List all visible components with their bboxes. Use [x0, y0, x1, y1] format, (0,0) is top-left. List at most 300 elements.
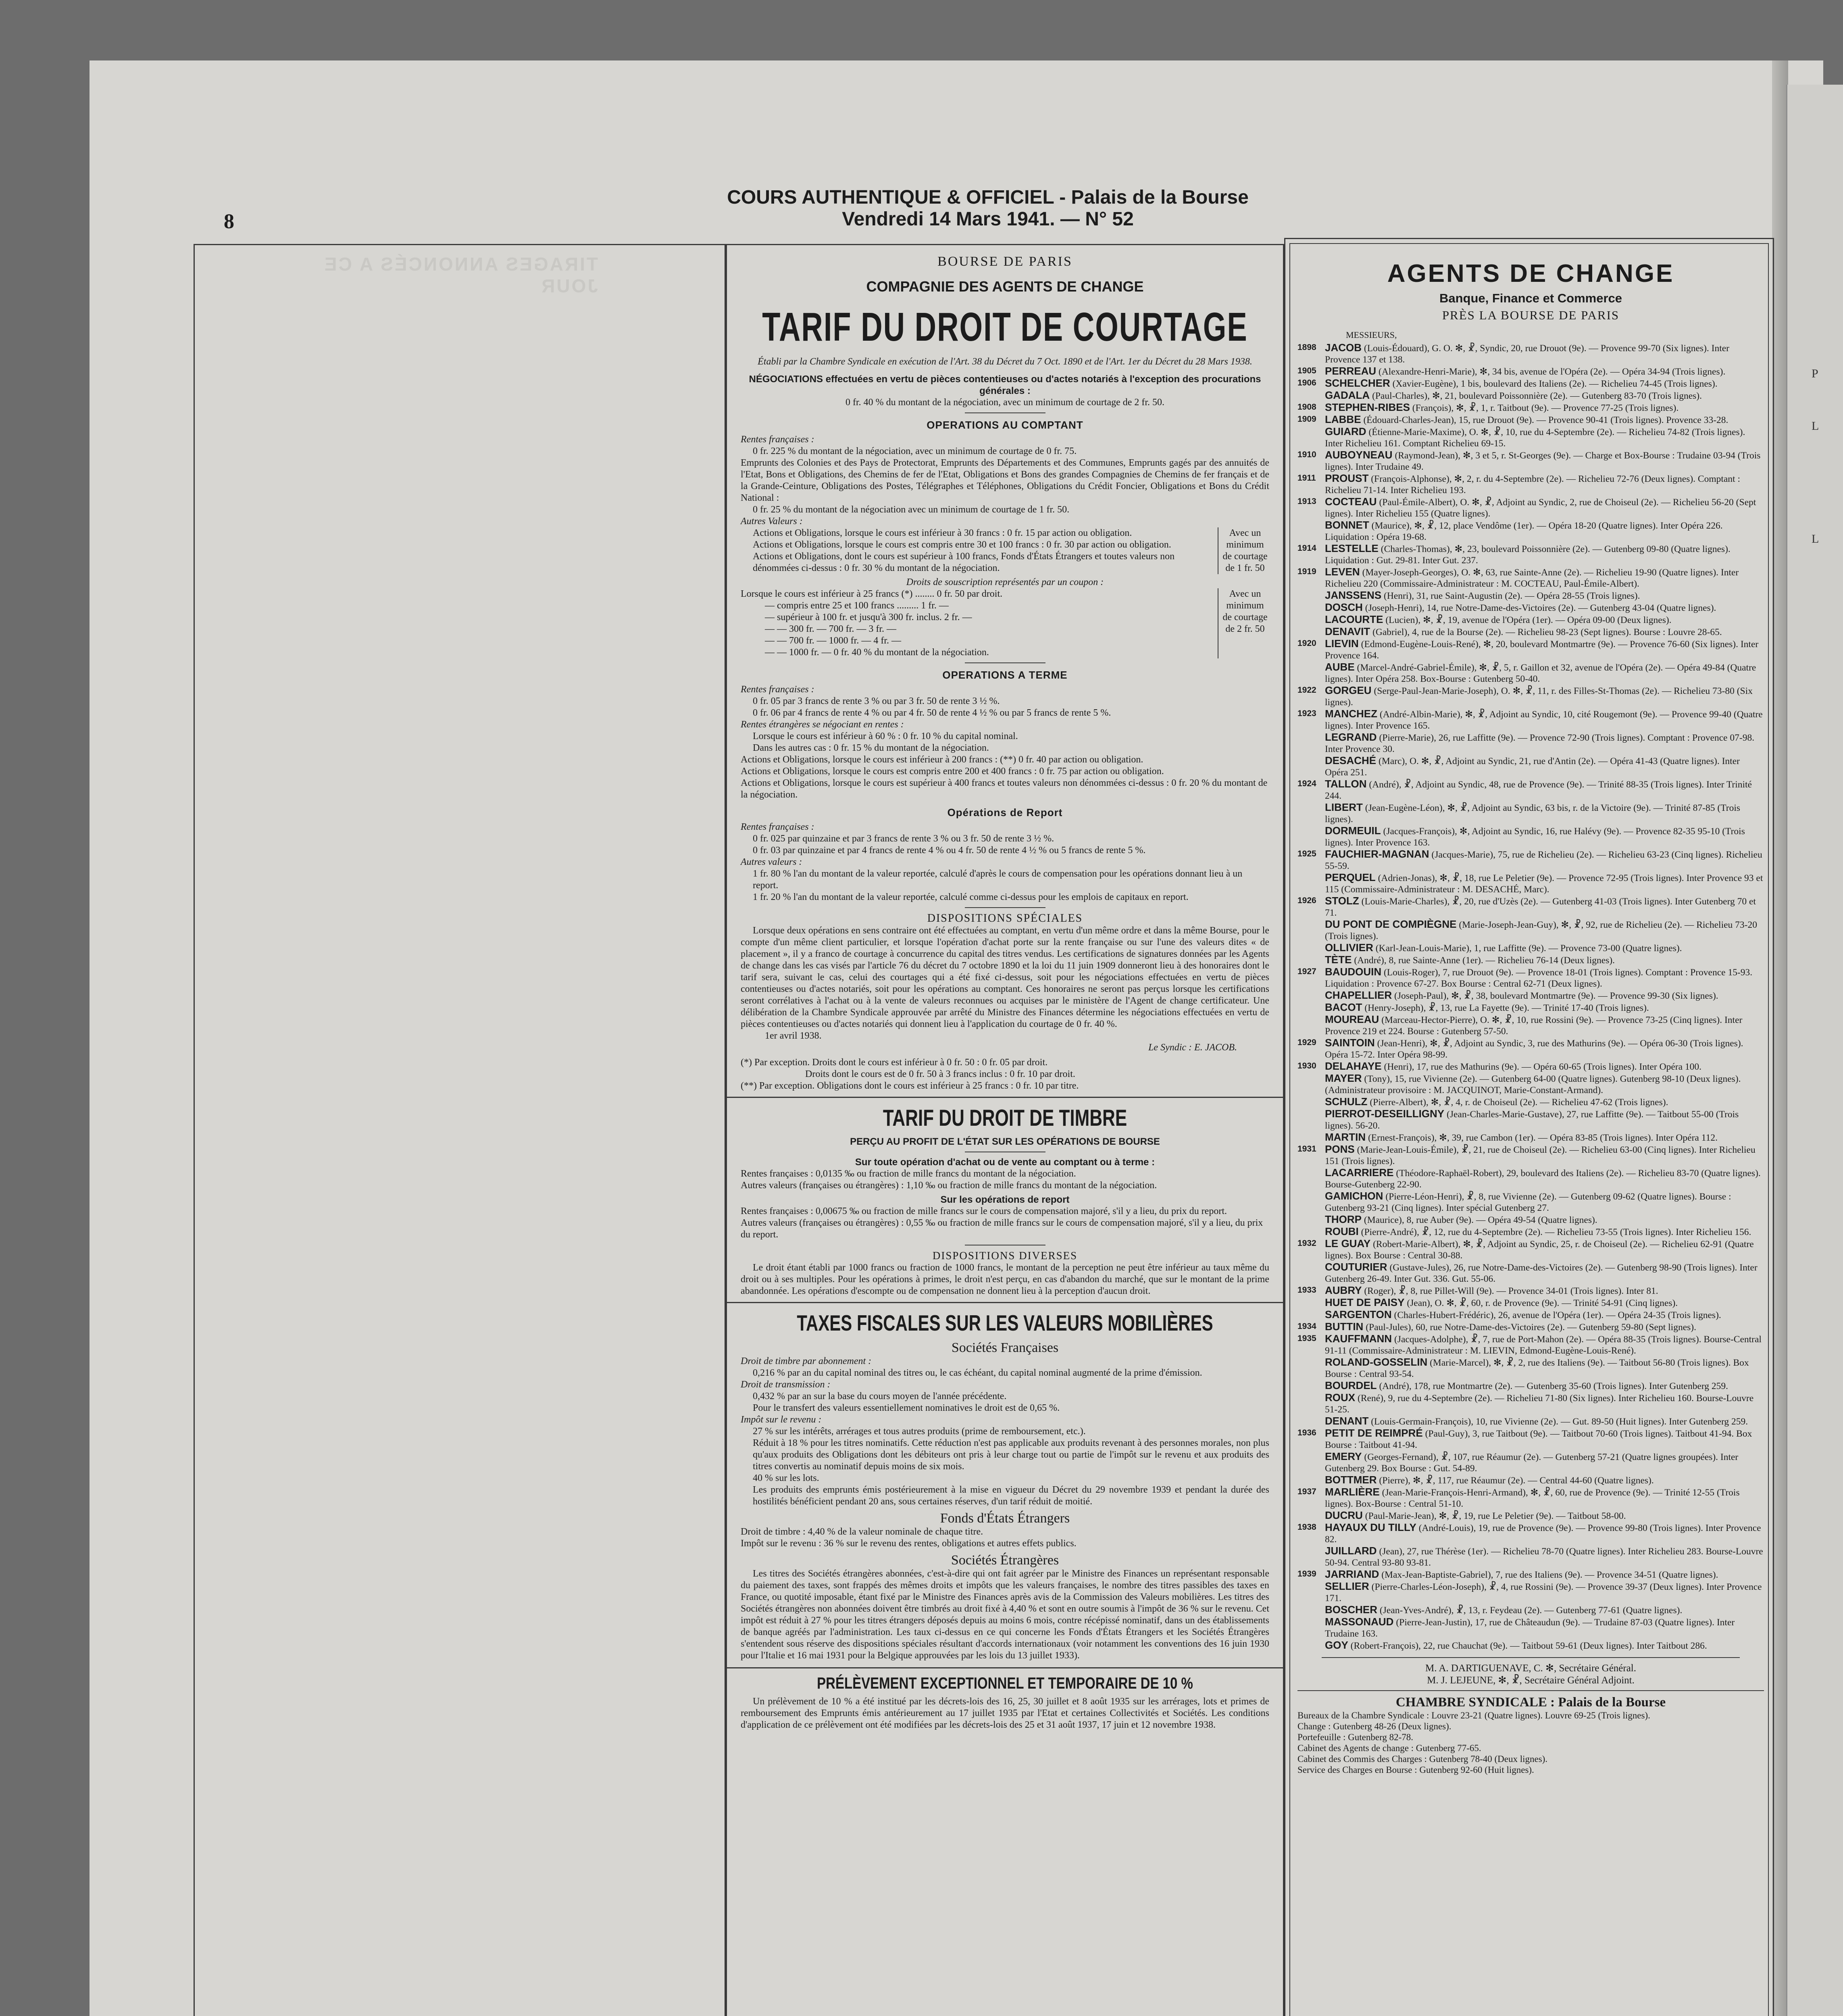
agent-name: GAMICHON — [1325, 1190, 1383, 1202]
agent-year: 1925 — [1297, 849, 1316, 858]
agent-details: (Paul-Jules), 60, rue Notre-Dame-des-Victoires (2e). — Gutenberg 59-80 (Sept lignes). — [1366, 1322, 1696, 1333]
tax-line: 0,432 % par an sur la base du cours moyen de l'année précédente. — [753, 1391, 1007, 1402]
agent-name: SCHELCHER — [1325, 377, 1390, 389]
agent-year: 1913 — [1297, 497, 1316, 506]
agent-year: 1932 — [1297, 1239, 1316, 1248]
agent-name: BOSCHER — [1325, 1604, 1378, 1616]
chambre-line: Bureaux de la Chambre Syndicale : Louvre 23-21 (Quatre lignes). Louvre 69-25 (Trois lignes). — [1297, 1710, 1650, 1720]
report-text — [741, 821, 1269, 903]
agent-name: DOSCH — [1325, 601, 1363, 613]
agent-details: (Pierre-Marie), 26, rue Laffitte (9e). — Provence 72-90 (Trois lignes). Comptant : Provence 07-98. Inter Provence 30. — [1325, 733, 1755, 754]
report-line: 0 fr. 025 par quinzaine et par 3 francs de rente 3 % ou 3 fr. 50 de rente 3 ½ %. — [753, 833, 1054, 844]
etrangeres-text: Les titres des Sociétés étrangères abonnées, c'est-à-dire qui ont fait agréer par le Ministre des Finances un représentant responsable du paiement des taxes, sont frappés des mêmes droits et impôts que les valeurs françaises, le nombre des titres passibles des taxes en France, ou quotité imposable, étant fixé par le Ministre des Finances après avis de la Commission des Valeurs mobilières. Les titres des Sociétés étrangères non abonnées doivent être timbrés au droit fixé à 4,40 % et sont en outre soumis à l'impôt de 36 % sur le revenu. Cet impôt est réduit à 27 % pour les titres étrangers déposés depuis au moins 6 mois, contre récépissé nominatif, dans un des établissements de banque agréés par l'administration. Les taux ci-dessus en ce qui concerne les Fonds d'États Étrangers et les Sociétés Étrangères s'entendent sous réserve des dispositions spéciales résultant d'accords internationaux (voir notamment les conventions des 16 juin 1930 pour l'Italie et 16 mai 1931 pour la Belgique approuvées par les lois du 13 juillet 1933). — [741, 1568, 1269, 1661]
agent-details: (André), ☧, Adjoint au Syndic, 48, rue de Provence (9e). — Trinité 88-35 (Trois lignes). Inter Trinité 244. — [1325, 779, 1752, 801]
agent-name: COUTURIER — [1325, 1261, 1387, 1273]
agent-details: (Tony), 15, rue Vivienne (2e). — Gutenberg 64-00 (Quatre lignes). Gutenberg 98-10 (Deux lignes). (Administrateur provisoire : M. JACQUINOT, Marie-Constant-Armand). — [1325, 1074, 1741, 1095]
agent-details: (Henri), 31, rue Saint-Augustin (2e). — Opéra 28-55 (Trois lignes). — [1384, 591, 1640, 601]
agent-entry — [1297, 1427, 1764, 1451]
tax-line: Impôt sur le revenu : 36 % sur le revenu des rentes, obligations et autres effets publics. — [741, 1538, 1077, 1549]
middle-column — [726, 244, 1284, 2016]
agent-details: (Edmond-Eugène-Louis-René), ✻, 20, boulevard Montmartre (9e). — Provence 76-60 (Six lignes). Inter Provence 164. — [1325, 639, 1759, 661]
agent-entry — [1297, 872, 1764, 895]
souscription-line: — compris entre 25 et 100 francs ......... 1 fr. — — [765, 600, 949, 611]
francaises-text — [741, 1356, 1269, 1508]
agent-details: (Ernest-François), ✻, 39, rue Cambon (1er). — Opéra 83-85 (Trois lignes). Inter Opéra 112. — [1368, 1133, 1718, 1143]
agent-details: (Georges-Fernand), ☧, 107, rue Réaumur (2e). — Gutenberg 57-21 (Quatre lignes groupées). Inter Gutenberg 29. Box Bourse : Gut. 54-89. — [1325, 1452, 1739, 1474]
tarif-syndic: Le Syndic : E. JACOB. — [1148, 1042, 1237, 1053]
agent-name: SELLIER — [1325, 1580, 1369, 1592]
agent-entry — [1297, 731, 1764, 755]
divider — [965, 662, 1045, 663]
agent-name: ROLAND-GOSSELIN — [1325, 1356, 1428, 1368]
comptant-line: Rentes françaises : — [741, 434, 814, 445]
agent-details: (Marc), O. ✻, ☧, Adjoint au Syndic, 21, rue d'Antin (2e). — Opéra 41-43 (Quatre lignes). Inter Opéra 251. — [1325, 756, 1740, 778]
agent-name: HAYAUX DU TILLY — [1325, 1521, 1416, 1533]
souscription-table — [741, 588, 1269, 658]
chambre-contacts — [1297, 1710, 1764, 1775]
report-line: 1 fr. 80 % l'an du montant de la valeur reportée, calculé d'après le cours de compensation pour les opérations donnant lieu à un report. — [753, 868, 1243, 891]
agent-name: DESACHÉ — [1325, 754, 1377, 766]
secretaire-general: M. A. DARTIGUENAVE, C. ✻, Secrétaire Général. — [1425, 1663, 1637, 1674]
timbre-line: Autres valeurs (françaises ou étrangères) : 0,55 ‰ ou fraction de mille francs sur le cours de compensation majoré, s'il y a lieu, du prix du report. — [741, 1218, 1263, 1240]
agent-details: (Raymond-Jean), ✻, 3 et 5, r. St-Georges (9e). — Charge et Box-Bourse : Trudaine 03-94 (Trois lignes). Inter Trudaine 49. — [1325, 450, 1761, 472]
agent-name: TÈTE — [1325, 954, 1352, 966]
comptant-line: Autres Valeurs : — [741, 516, 803, 527]
agent-details: (Édouard-Charles-Jean), 15, rue Drouot (9e). — Provence 90-41 (Trois lignes). Provence 33-28. — [1363, 415, 1728, 425]
agent-entry — [1297, 1131, 1764, 1143]
agent-year: 1929 — [1297, 1038, 1316, 1047]
agent-entry — [1297, 1285, 1764, 1297]
agent-details: (Max-Jean-Baptiste-Gabriel), 7, rue des Italiens (9e). — Provence 34-51 (Quatre lignes). — [1381, 1570, 1718, 1580]
agent-entry — [1297, 1451, 1764, 1474]
terme-text — [741, 684, 1269, 801]
comptant-line: Actions et Obligations, lorsque le cours est compris entre 30 et 100 francs : 0 fr. 30 par action ou obligation. — [753, 539, 1171, 550]
agent-name: AUBE — [1325, 661, 1355, 673]
agent-entry — [1297, 1474, 1764, 1486]
agent-details: (Pierre-Albert), ✻, ☧, 4, r. de Choiseul (2e). — Richelieu 47-62 (Trois lignes). — [1370, 1097, 1668, 1108]
agent-name: SCHULZ — [1325, 1095, 1368, 1108]
agent-entry — [1297, 626, 1764, 638]
agent-year: 1914 — [1297, 544, 1316, 553]
agent-year: 1924 — [1297, 779, 1316, 788]
agent-details: (Gabriel), 4, rue de la Bourse (2e). — Richelieu 98-23 (Sept lignes). Bourse : Louvre 28-65. — [1372, 627, 1722, 637]
agent-name: OLLIVIER — [1325, 941, 1373, 954]
souscription-line: Lorsque le cours est inférieur à 25 francs (*) ........ 0 fr. 50 par droit. — [741, 589, 1003, 599]
agent-entry — [1297, 1568, 1764, 1581]
agent-details: (Jean-Henri), ✻, ☧, Adjoint au Syndic, 3, rue des Mathurins (9e). — Opéra 06-30 (Trois lignes). Opéra 15-72. Inter Opéra 98-99. — [1325, 1038, 1743, 1060]
agent-details: (Gustave-Jules), 26, rue Notre-Dame-des-Victoires (2e). — Gutenberg 98-90 (Trois lignes). Inter Gutenberg 26-49. Inter Gut. 336. Gut. 55-06. — [1325, 1262, 1758, 1284]
etrangeres-heading: Sociétés Étrangères — [951, 1553, 1059, 1568]
tax-line: Droit de transmission : — [741, 1379, 831, 1390]
timbre-sub1: Sur toute opération d'achat ou de vente au comptant ou à terme : — [855, 1157, 1155, 1168]
agent-entry — [1297, 1392, 1764, 1415]
divider — [1297, 1690, 1764, 1691]
agent-year: 1927 — [1297, 967, 1316, 976]
adjacent-page-edge — [1786, 85, 1843, 2016]
section-divider — [727, 1302, 1283, 1303]
agent-details: (André), 178, rue Montmartre (2e). — Gutenberg 35-60 (Trois lignes). Inter Gutenberg 259. — [1379, 1381, 1728, 1391]
agent-entry — [1297, 1510, 1764, 1522]
agent-entry — [1297, 449, 1764, 473]
courtage-established: Établi par la Chambre Syndicale en exécution de l'Art. 38 du Décret du 7 Oct. 1890 et de l'Art. 1er du Décret du 28 Mars 1938. — [758, 356, 1252, 367]
agent-details: (Robert-François), 22, rue Chauchat (9e). — Taitbout 59-61 (Deux lignes). Inter Taitbout 286. — [1350, 1641, 1707, 1651]
agent-name: LIEVIN — [1325, 637, 1359, 650]
report-line: 1 fr. 20 % l'an du montant de la valeur reportée, calculé comme ci-dessus pour les emplois de capitaux en report. — [753, 892, 1189, 902]
agent-entry — [1297, 1014, 1764, 1037]
agent-entry — [1297, 519, 1764, 543]
agent-entry — [1297, 661, 1764, 685]
agent-name: AUBOYNEAU — [1325, 449, 1393, 461]
agent-entry — [1297, 496, 1764, 519]
agent-entry — [1297, 589, 1764, 602]
agent-entry — [1297, 778, 1764, 802]
agent-year: 1935 — [1297, 1334, 1316, 1343]
agent-name: LESTELLE — [1325, 542, 1379, 554]
divider — [965, 907, 1045, 908]
agent-name: LACOURTE — [1325, 613, 1383, 625]
agent-name: BUTTIN — [1325, 1320, 1364, 1333]
agent-entry — [1297, 685, 1764, 708]
agent-details: (Pierre-Jean-Justin), 17, rue de Châteaudun (9e). — Trudaine 87-03 (Quatre lignes). Inter Trudaine 163. — [1325, 1617, 1735, 1639]
agent-name: FAUCHIER-MAGNAN — [1325, 848, 1429, 860]
agent-details: (Pierre-Charles-Léon-Joseph), ☧, 4, rue Rossini (9e). — Provence 39-37 (Deux lignes). Inter Provence 171. — [1325, 1582, 1762, 1604]
agent-entry — [1297, 802, 1764, 825]
tax-line: Droit de timbre : 4,40 % de la valeur nominale de chaque titre. — [741, 1527, 983, 1537]
agent-entry — [1297, 1356, 1764, 1380]
agent-entry — [1297, 918, 1764, 942]
agent-entry — [1297, 1604, 1764, 1616]
company-title: COMPAGNIE DES AGENTS DE CHANGE — [866, 278, 1144, 295]
souscription-heading: Droits de souscription représentés par un coupon : — [906, 577, 1104, 587]
tax-line: Réduit à 18 % pour les titres nominatifs. Cette réduction n'est pas applicable aux produits revenant à des personnes morales, non plus qu'aux produits des Obligations dont les débiteurs ont pris à leur charge tout ou partie de l'impôt sur le revenu et aux produits des titres convertis au nominatif depuis moins de six mois. — [753, 1438, 1269, 1472]
agent-year: 1909 — [1297, 414, 1316, 424]
agent-details: (Alexandre-Henri-Marie), ✻, 34 bis, avenue de l'Opéra (2e). — Opéra 34-94 (Trois lignes). — [1379, 367, 1726, 377]
comptant-line: 0 fr. 225 % du montant de la négociation, avec un minimum de courtage de 0 fr. 75. — [753, 446, 1077, 456]
agent-name: DU PONT DE COMPIÈGNE — [1325, 918, 1457, 930]
agent-name: BACOT — [1325, 1001, 1362, 1013]
agent-entry — [1297, 414, 1764, 426]
agent-details: (Jean), 27, rue Thérèse (1er). — Richelieu 78-70 (Quatre lignes). Inter Richelieu 283. Bourse-Louvre 50-94. Central 93-80 93-81. — [1325, 1546, 1763, 1568]
agent-name: MASSONAUD — [1325, 1616, 1394, 1628]
comptant-minimum: Avec un minimum de courtage de 1 fr. 50 — [1218, 527, 1269, 574]
agent-entry — [1297, 1238, 1764, 1261]
agent-name: LACARRIERE — [1325, 1166, 1394, 1179]
terme-line: Rentes étrangères se négociant en rentes : — [741, 719, 904, 730]
agent-details: (Paul-Guy), 3, rue Taitbout (9e). — Taitbout 70-60 (Trois lignes). Taitbout 41-94. Box Bourse : Taitbout 41-94. — [1325, 1429, 1752, 1450]
agent-entry — [1297, 638, 1764, 661]
agent-entry — [1297, 1486, 1764, 1510]
agent-entry — [1297, 614, 1764, 626]
agent-name: MAYER — [1325, 1072, 1362, 1084]
negociations-rate: 0 fr. 40 % du montant de la négociation, avec un minimum de courtage de 2 fr. 50. — [845, 397, 1165, 408]
agent-year: 1936 — [1297, 1428, 1316, 1437]
agent-entry — [1297, 377, 1764, 389]
agent-details: (Xavier-Eugène), 1 bis, boulevard des Italiens (2e). — Richelieu 74-45 (Trois lignes). — [1392, 379, 1718, 389]
tax-line: Les produits des emprunts émis postérieurement à la mise en vigueur du Décret du 29 novembre 1939 et pendant la durée des hostilités bénéficient pendant 20 ans, sous certaines réserves, d'un tarif réduit de moitié. — [753, 1485, 1269, 1507]
comptant-heading: OPERATIONS AU COMPTANT — [927, 419, 1083, 431]
agent-details: (Marie-Jean-Louis-Émile), ☧, 21, rue de Choiseul (2e). — Richelieu 63-00 (Cinq lignes). Inter Richelieu 151 (Trois lignes). — [1325, 1145, 1756, 1166]
agent-details: (Marie-Marcel), ✻, ☧, 2, rue des Italiens (9e). — Taitbout 56-80 (Trois lignes). Box Bourse : Central 93-54. — [1325, 1358, 1749, 1379]
agent-entry — [1297, 1321, 1764, 1333]
agent-details: (Étienne-Marie-Maxime), O. ✻, ☧, 10, rue du 4-Septembre (2e). — Richelieu 74-82 (Trois lignes). Inter Richelieu 161. Comptant Richelieu 69-15. — [1325, 427, 1745, 449]
agent-year: 1937 — [1297, 1487, 1316, 1496]
agent-entry — [1297, 602, 1764, 614]
masthead-date: Vendredi 14 Mars 1941. — N° 52 — [842, 208, 1134, 230]
agent-details: (Louis-Roger), 7, rue Drouot (9e). — Provence 18-01 (Trois lignes). Comptant : Provence 15-93. Liquidation : Provence 67-27. Box Bourse : Central 62-71 (Deux lignes). — [1325, 967, 1753, 989]
agent-entry — [1297, 1002, 1764, 1014]
agent-entry — [1297, 389, 1764, 402]
agent-details: (Jacques-Marie), 75, rue de Richelieu (2e). — Richelieu 63-23 (Cinq lignes). Richelieu 55-59. — [1325, 850, 1762, 871]
comptant-line: Actions et Obligations, dont le cours est supérieur à 100 francs, Fonds d'États Étrangers et toutes valeurs non dénommées ci-dessus : 0 fr. 30 % du montant de la négociation. — [753, 551, 1175, 573]
prelevement-text: Un prélèvement de 10 % a été institué par les décrets-lois des 16, 25, 30 juillet et 8 août 1935 sur les arrérages, lots et primes de remboursement des Emprunts émis antérieurement au 17 juillet 1935 par l'Etat et certaines Collectivités et Sociétés. Les conditions d'application de ce prélèvement ont été modifiées par les décrets-lois des 25 et 31 août 1937, 17 juin et 12 novembre 1938. — [741, 1696, 1269, 1730]
right-column — [1284, 238, 1774, 2016]
terme-heading: OPERATIONS A TERME — [942, 669, 1068, 681]
agent-year: 1922 — [1297, 685, 1316, 695]
masthead-title: COURS AUTHENTIQUE & OFFICIEL - Palais de la Bourse — [727, 187, 1249, 208]
timbre-line: Autres valeurs (françaises ou étrangères) : 1,10 ‰ ou fraction de mille francs du montant de la négociation. — [741, 1180, 1157, 1191]
agent-name: LEVEN — [1325, 566, 1360, 578]
agent-entry — [1297, 954, 1764, 966]
agent-details: (Jacques-Adolphe), ☧, 7, rue de Port-Mahon (2e). — Opéra 88-35 (Trois lignes). Bourse-Central 91-11 (Commissaire-Administrateur : M. LIEVIN, Edmond-Eugène-Louis-René). — [1325, 1334, 1762, 1356]
tarif-notes — [741, 1057, 1269, 1092]
adjacent-page-fragment: L — [1812, 419, 1819, 433]
speciales-heading: DISPOSITIONS SPÉCIALES — [927, 912, 1083, 925]
terme-line: Rentes françaises : — [741, 684, 814, 695]
agent-name: AUBRY — [1325, 1284, 1362, 1296]
agent-name: JARRIAND — [1325, 1568, 1379, 1580]
agent-name: LEGRAND — [1325, 731, 1377, 743]
agent-year: 1910 — [1297, 450, 1316, 459]
report-line: 0 fr. 03 par quinzaine et par 4 francs de rente 4 % ou 4 fr. 50 de rente 4 ½ % ou 5 francs de rente 5 %. — [753, 845, 1146, 856]
agent-details: (Louis-Édouard), G. O. ✻, ☧, Syndic, 20, rue Drouot (9e). — Provence 99-70 (Six lignes). Inter Provence 137 et 138. — [1325, 343, 1730, 365]
agent-entry — [1297, 848, 1764, 872]
agent-entry — [1297, 1639, 1764, 1652]
agent-entry — [1297, 989, 1764, 1002]
tax-line: 40 % sur les lots. — [753, 1473, 819, 1483]
messieurs: MESSIEURS, — [1346, 330, 1397, 340]
agent-name: ROUBI — [1325, 1225, 1359, 1237]
agent-details: (Charles-Hubert-Frédéric), 26, avenue de l'Opéra (1er). — Opéra 24-35 (Trois lignes). — [1394, 1310, 1721, 1320]
agent-details: (Lucien), ✻, ☧, 19, avenue de l'Opéra (1er). — Opéra 09-00 (Deux lignes). — [1385, 615, 1672, 625]
agent-details: (Joseph-Henri), 14, rue Notre-Dame-des-Victoires (2e). — Gutenberg 43-04 (Quatre lignes). — [1365, 603, 1716, 613]
fonds-heading: Fonds d'États Étrangers — [940, 1511, 1070, 1526]
terme-line: Actions et Obligations, lorsque le cours est inférieur à 200 francs : (**) 0 fr. 40 par action ou obligation. — [741, 754, 1143, 765]
left-column — [194, 244, 726, 2016]
secretaire-adjoint: M. J. LEJEUNE, ✻, ☧, Secrétaire Général Adjoint. — [1427, 1675, 1635, 1686]
chambre-line: Service des Charges en Bourse : Gutenberg 92-60 (Huit lignes). — [1297, 1765, 1534, 1775]
tax-line: 27 % sur les intérêts, arrérages et tous autres produits (prime de remboursement, etc.). — [753, 1426, 1086, 1437]
agents-title: AGENTS DE CHANGE — [1387, 260, 1674, 287]
agent-name: CHAPELLIER — [1325, 989, 1392, 1001]
page-number: 8 — [224, 210, 234, 233]
agent-details: (André-Louis), 19, rue de Provence (9e). — Provence 99-80 (Trois lignes). Inter Provence 82. — [1325, 1523, 1761, 1545]
taxes-title: TAXES FISCALES SUR LES VALEURS MOBILIÈRES — [797, 1310, 1213, 1335]
agent-details: (Jean-Marie-François-Henri-Armand), ✻, ☧, 60, rue de Provence (9e). — Trinité 12-55 (Trois lignes). Box-Bourse : Central 51-10. — [1325, 1487, 1740, 1509]
agent-name: MARLIÈRE — [1325, 1486, 1380, 1498]
chambre-line: Cabinet des Commis des Charges : Gutenberg 78-40 (Deux lignes). — [1297, 1754, 1548, 1764]
timbre-line: Rentes françaises : 0,0135 ‰ ou fraction de mille francs du montant de la négociation. — [741, 1168, 1076, 1179]
agent-name: PIERROT-DESEILLIGNY — [1325, 1108, 1445, 1120]
timbre-text1 — [741, 1168, 1269, 1191]
agent-entry — [1297, 1522, 1764, 1545]
negociations-heading: NÉGOCIATIONS effectuées en vertu de pièces contentieuses ou d'actes notariés à l'exception des procurations générales : — [749, 374, 1261, 396]
agent-year: 1930 — [1297, 1061, 1316, 1070]
souscription-minimum: Avec un minimum de courtage de 2 fr. 50 — [1218, 588, 1269, 658]
agent-name: STEPHEN-RIBES — [1325, 401, 1410, 413]
agent-details: (Robert-Marie-Albert), ✻, ☧, Adjoint au Syndic, 25, r. de Choiseul (2e). — Richelieu 62-91 (Quatre lignes). Box Bourse : Central 30-88. — [1325, 1239, 1754, 1261]
agent-details: (Jean-Charles-Marie-Gustave), 27, rue Laffitte (9e). — Taitbout 55-00 (Trois lignes). 56-20. — [1325, 1109, 1739, 1131]
diverses-heading: DISPOSITIONS DIVERSES — [932, 1250, 1078, 1262]
prelevement-title: PRÉLÈVEMENT EXCEPTIONNEL ET TEMPORAIRE DE 10 % — [817, 1674, 1193, 1692]
agent-year: 1919 — [1297, 567, 1316, 576]
agent-year: 1926 — [1297, 896, 1316, 905]
terme-line: 0 fr. 06 par 4 francs de rente 4 % ou par 4 fr. 50 de rente 4 ½ % ou par 5 francs de rente 5 %. — [753, 708, 1111, 718]
agent-details: (Jean-Yves-André), ☧, 13, r. Feydeau (2e). — Gutenberg 77-61 (Quatre lignes). — [1379, 1605, 1683, 1616]
agent-details: (Louis-Germain-François), 10, rue Vivienne (2e). — Gut. 89-50 (Huit lignes). Inter Gutenberg 259. — [1371, 1416, 1748, 1427]
agent-entry — [1297, 1167, 1764, 1190]
bourse-kicker: BOURSE DE PARIS — [937, 254, 1072, 269]
agent-name: STOLZ — [1325, 895, 1359, 907]
agent-entry — [1297, 402, 1764, 414]
note-line: (*) Par exception. Droits dont le cours est inférieur à 0 fr. 50 : 0 fr. 05 par droit. — [741, 1057, 1048, 1068]
tax-line: Pour le transfert des valeurs essentiellement nominatives le droit est de 0,65 %. — [753, 1403, 1060, 1413]
agent-entry — [1297, 966, 1764, 989]
agent-name: SAINTOIN — [1325, 1037, 1375, 1049]
page-edge-shadow — [1772, 60, 1788, 2016]
note-line: (**) Par exception. Obligations dont le cours est inférieur à 25 francs : 0 fr. 10 par titre. — [741, 1081, 1079, 1091]
agents-subtitle: Banque, Finance et Commerce — [1439, 291, 1622, 305]
agent-entry — [1297, 755, 1764, 778]
chambre-title: CHAMBRE SYNDICALE : Palais de la Bourse — [1395, 1695, 1666, 1710]
agent-details: (Charles-Thomas), ✻, 23, boulevard Poissonnière (2e). — Gutenberg 09-80 (Quatre lignes). Liquidation : Gut. 29-81. Inter Gut. 237. — [1325, 544, 1731, 566]
agent-entry — [1297, 1545, 1764, 1568]
agent-year: 1939 — [1297, 1569, 1316, 1579]
chambre-line: Cabinet des Agents de change : Gutenberg 77-65. — [1297, 1743, 1481, 1753]
agent-year: 1905 — [1297, 366, 1316, 375]
agent-year: 1908 — [1297, 402, 1316, 412]
souscription-line: — supérieur à 100 fr. et jusqu'à 300 fr. inclus. 2 fr. — — [765, 612, 972, 623]
tax-line: Impôt sur le revenu : — [741, 1414, 822, 1425]
agent-entry — [1297, 1297, 1764, 1309]
report-heading: Opérations de Report — [947, 806, 1063, 818]
agent-name: TALLON — [1325, 778, 1367, 790]
report-line: Autres valeurs : — [741, 857, 802, 867]
agent-entry — [1297, 342, 1764, 365]
timbre-sub2: Sur les opérations de report — [940, 1194, 1070, 1205]
agent-year: 1920 — [1297, 639, 1316, 648]
agent-name: EMERY — [1325, 1450, 1362, 1462]
agent-name: BOTTMER — [1325, 1474, 1377, 1486]
agent-name: MARTIN — [1325, 1131, 1366, 1143]
agent-details: (Maurice), ✻, ☧, 12, place Vendôme (1er). — Opéra 18-20 (Quatre lignes). Inter Opéra 226. Liquidation : Opéra 19-68. — [1325, 521, 1723, 542]
agent-name: BAUDOUIN — [1325, 966, 1382, 978]
agent-details: (Jacques-François), ✻, Adjoint au Syndic, 16, rue Halévy (9e). — Provence 82-35 95-10 (Trois lignes). Inter Provence 163. — [1325, 826, 1745, 848]
agent-details: (Roger), ☧, 8, rue Pillet-Will (9e). — Provence 34-01 (Trois lignes). Inter 81. — [1364, 1286, 1658, 1296]
agent-name: MOUREAU — [1325, 1013, 1379, 1025]
agent-details: (François), ✻, ☧, 1, r. Taitbout (9e). — Provence 77-25 (Trois lignes). — [1412, 403, 1679, 413]
agent-entry — [1297, 1333, 1764, 1356]
agent-details: (Marie-Joseph-Jean-Guy), ✻, ☧, 92, rue de Richelieu (2e). — Richelieu 73-20 (Trois lignes). — [1325, 920, 1757, 941]
agent-name: PERREAU — [1325, 365, 1377, 377]
note-line: Droits dont le cours est de 0 fr. 50 à 3 francs inclus : 0 fr. 10 par droit. — [805, 1069, 1075, 1079]
agent-name: SARGENTON — [1325, 1308, 1392, 1320]
agent-entry — [1297, 1415, 1764, 1427]
agent-details: (Mayer-Joseph-Georges), O. ✻, 63, rue Sainte-Anne (2e). — Richelieu 19-90 (Quatre lignes). Inter Richelieu 220 (Commissaire-Administrateur : M. COCTEAU, Paul-Émile-Albert). — [1325, 567, 1739, 589]
agent-entry — [1297, 1261, 1764, 1285]
agent-details: (Pierre-André), ☧, 12, rue du 4-Septembre (2e). — Richelieu 73-55 (Trois lignes). Inter Richelieu 156. — [1361, 1227, 1751, 1237]
agent-name: GORGEU — [1325, 684, 1372, 696]
agent-details: (Serge-Paul-Jean-Marie-Joseph), O. ✻, ☧, 11, r. des Filles-St-Thomas (2e). — Richelieu 73-80 (Six lignes). — [1325, 686, 1753, 708]
comptant-line: 0 fr. 25 % du montant de la négociation avec un minimum de courtage de 1 fr. 50. — [753, 504, 1070, 515]
agent-name: PONS — [1325, 1143, 1355, 1155]
tarif-date: 1er avril 1938. — [765, 1031, 822, 1041]
agent-year: 1938 — [1297, 1522, 1316, 1532]
agents-list — [1297, 342, 1764, 1652]
agent-details: (Jean-Eugène-Léon), ✻, ☧, Adjoint au Syndic, 63 bis, r. de la Victoire (9e). — Trinité 87-85 (Trois lignes). — [1325, 803, 1740, 825]
agent-details: (André), 8, rue Sainte-Anne (1er). — Richelieu 76-14 (Deux lignes). — [1354, 955, 1615, 966]
agent-entry — [1297, 566, 1764, 589]
agent-details: (Louis-Marie-Charles), ☧, 20, rue d'Uzès (2e). — Gutenberg 41-03 (Trois lignes). Inter Gutenberg 70 et 71. — [1325, 896, 1756, 918]
agent-details: (Adrien-Jonas), ✻, ☧, 18, rue Le Peletier (9e). — Provence 72-95 (Trois lignes). Inter Provence 93 et 115 (Commissaire-Administrateur : M. DESACHÉ, Marc). — [1325, 873, 1763, 895]
agent-name: DORMEUIL — [1325, 825, 1381, 837]
diverses-text: Le droit étant établi par 1000 francs ou fraction de 1000 francs, le montant de la perception ne peut être inférieur au taux même du droit ou à ses multiples. Pour les opérations à primes, le droit n'est perçu, en cas d'abandon du marché, que sur le montant de la prime abandonnée. Les opérations d'escompte ou de compensation ne donnent lieu à la perception d'aucun droit. — [741, 1262, 1269, 1296]
agent-name: PERQUEL — [1325, 871, 1376, 883]
section-divider — [727, 1667, 1283, 1668]
agent-year: 1898 — [1297, 343, 1316, 352]
agent-entry — [1297, 1226, 1764, 1238]
agent-name: LE GUAY — [1325, 1237, 1371, 1250]
souscription-line: — — 1000 fr. — 0 fr. 40 % du montant de la négociation. — [765, 647, 989, 658]
terme-line: Lorsque le cours est inférieur à 60 % : 0 fr. 10 % du capital nominal. — [753, 731, 1018, 741]
agent-name: JANSSENS — [1325, 589, 1382, 601]
agent-details: (Karl-Jean-Louis-Marie), 1, rue Laffitte (9e). — Provence 73-00 (Quatre lignes). — [1375, 943, 1682, 954]
agent-entry — [1297, 1190, 1764, 1214]
terme-line: Dans les autres cas : 0 fr. 15 % du montant de la négociation. — [753, 743, 989, 753]
agent-entry — [1297, 473, 1764, 496]
divider — [965, 412, 1045, 413]
agent-details: (Marcel-André-Gabriel-Émile), ✻, ☧, 5, r. Gaillon et 32, avenue de l'Opéra (2e). — Opéra 49-84 (Quatre lignes). Inter Opéra 258. Box-Bourse : Gutenberg 50-40. — [1325, 662, 1756, 684]
bleed-through-text: TIRAGES ANNONCÉS A CE JOUR — [323, 254, 598, 296]
timbre-title: TARIF DU DROIT DE TIMBRE — [883, 1105, 1127, 1131]
chambre-line: Portefeuille : Gutenberg 82-78. — [1297, 1732, 1414, 1742]
agent-name: PETIT DE REIMPRÉ — [1325, 1427, 1423, 1439]
agent-entry — [1297, 1309, 1764, 1321]
tax-line: Droit de timbre par abonnement : — [741, 1356, 872, 1366]
agent-name: THORP — [1325, 1213, 1362, 1225]
agent-name: KAUFFMANN — [1325, 1333, 1392, 1345]
agent-details: (Henri), 17, rue des Mathurins (9e). — Opéra 60-65 (Trois lignes). Inter Opéra 100. — [1384, 1062, 1702, 1072]
agent-entry — [1297, 1581, 1764, 1604]
agent-name: LABBE — [1325, 413, 1361, 425]
speciales-text: Lorsque deux opérations en sens contraire ont été effectuées au comptant, en vertu d'un même ordre et dans la même Bourse, pour le compte d'un même client particulier, et lorsque l'opération d'achat porte sur la rente française ou sur l'une des valeurs dites « de placement », il y a franco de courtage à concurrence du capital des titres vendus. Les certifications de signatures données par les Agents de change dans les cas visés par l'article 76 du décret du 7 octobre 1890 et la loi du 11 juin 1909 donneront lieu à des honoraires dont le tarif sera, suivant le cas, celui des courtages qui a été fixé ci-dessus, soit pour les négociations effectuées en vertu de pièces contentieuses ou d'actes notariés, soit pour les opérations au comptant. Ces honoraires ne seront pas perçus lorsque les certifications seront corrélatives à l'achat ou à la vente de valeurs reconnues ou acquises par le ministère de l'Agent de change certificateur. Une délibération de la Chambre Syndicale approuvée par arrêté du Ministre des Finances détermine les négociations effectuées en vertu de pièces contentieuses ou d'actes notariés qui donnent lieu à l'application du courtage de 0 fr. 40 %. — [741, 925, 1269, 1029]
timbre-text2 — [741, 1206, 1269, 1241]
agent-details: (Paul-Marie-Jean), ✻, ☧, 19, rue Le Peletier (9e). — Taitbout 58-00. — [1365, 1511, 1626, 1521]
agent-year: 1933 — [1297, 1285, 1316, 1295]
agent-entry — [1297, 1060, 1764, 1073]
adjacent-page-fragment: P — [1812, 367, 1818, 380]
souscription-line: — — 700 fr. — 1000 fr. — 4 fr. — — [765, 635, 901, 646]
terme-line: 0 fr. 05 par 3 francs de rente 3 % ou par 3 fr. 50 de rente 3 ½ %. — [753, 696, 1000, 706]
agent-year: 1911 — [1297, 473, 1316, 483]
agent-name: LIBERT — [1325, 801, 1363, 813]
agents-location: PRÈS LA BOURSE DE PARIS — [1442, 308, 1620, 322]
agent-details: (Paul-Émile-Albert), O. ✻, ☧, Adjoint au Syndic, 2, rue de Choiseul (2e). — Richelieu 56-20 (Sept lignes). Inter Richelieu 155 (Quatre lignes). — [1325, 497, 1756, 519]
agent-name: MANCHEZ — [1325, 708, 1377, 720]
agent-entry — [1297, 708, 1764, 731]
report-line: Rentes françaises : — [741, 822, 814, 832]
agent-details: (Jean), O. ✻, ☧, 60, r. de Provence (9e). — Trinité 54-91 (Cinq lignes). — [1407, 1298, 1678, 1308]
comptant-line: Emprunts des Colonies et des Pays de Protectorat, Emprunts des Départements et des Communes, Emprunts gagés par des annuités de l'Etat, Bons et Obligations, des Chemins de fer de l'Etat, Obligations et Bons des grandes Compagnies de Chemins de fer français et de la Grande-Ceinture, Obligations des Postes, Télégraphes et Téléphones, Obligations du Crédit Foncier, Obligations et Bons du Crédit National : — [741, 458, 1269, 503]
